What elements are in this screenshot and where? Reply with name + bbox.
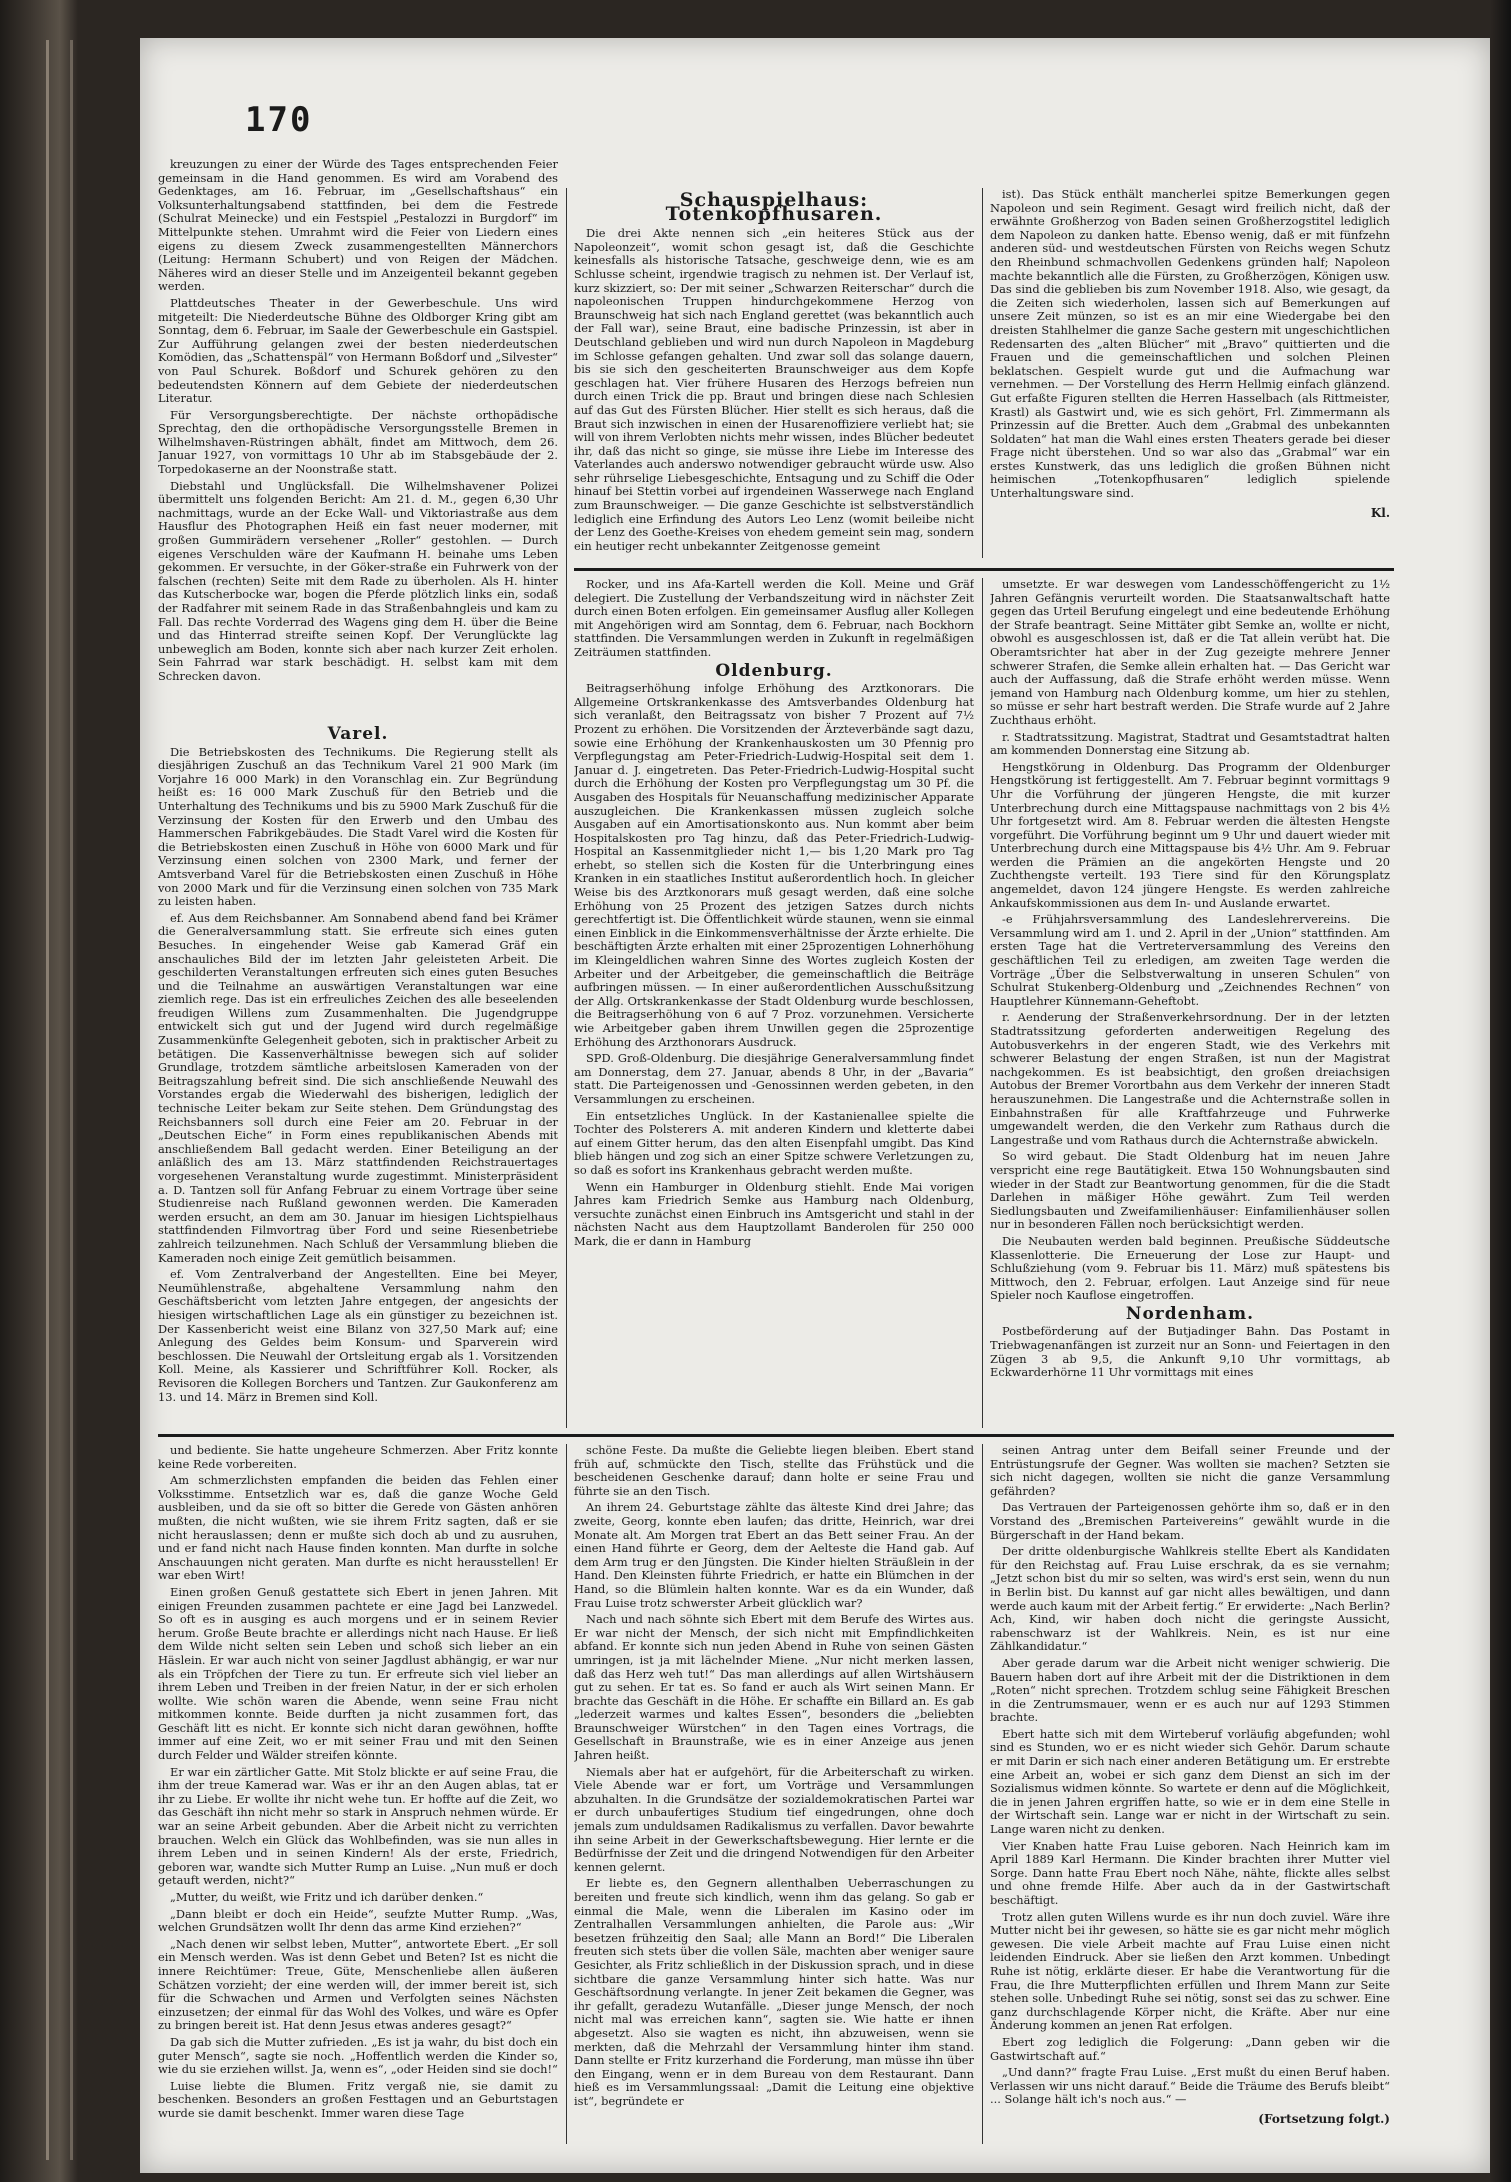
binding-edge (46, 40, 49, 2160)
article-paragraph: Er war ein zärtlicher Gatte. Mit Stolz blickte er auf seine Frau, die ihm der treue Kamerad war. Was er ihr an den Augen ablas, tat er ihr zu Liebe. Er wollte ihr nicht wehe tun. Er hoffte auf die Zeit, wo das Geschäft ihn nicht mehr so stark in Anspruch nehmen würde. Er war an seine Arbeit gebunden. Aber die Arbeit nicht zu verrichten brauchen. Welch ein Glück das Wohlbefinden, was sie nun alles in ihrem Leben und in seinen Kindern! Als der erste, Friedrich, geboren war, wandte sich Mutter Rump an Luise. „Nun muß er doch getauft werden, nicht?“ (158, 1764, 558, 1888)
feuilleton-divider (158, 1434, 1394, 1437)
article-paragraph: „Nach denen wir selbst leben, Mutter“, antwortete Ebert. „Er soll ein Mensch werden. Was ist denn Gebet und Beten? Ist es nicht die innere Reichtümer: Treue, Güte, Menschenliebe allen äußeren Schätzen vorzieht; der eine werden will, der immer bereit ist, sich für die Schwachen und Armen und Verfolgten seines Nächsten einzusetzen; der einmal für das Wohl des Volkes, und wäre es Opfer zu bringen bereit ist. Hat denn Jesus etwas anderes gesagt?“ (158, 1936, 558, 2033)
page-number: 170 (245, 100, 313, 140)
article-paragraph: Beitragserhöhung infolge Erhöhung des Arztkonorars. Die Allgemeine Ortskrankenkasse des Amtsverbandes Oldenburg hat sich veranlaßt, den Beitragssatz von bisher 7 Prozent auf 7½ Prozent zu erhöhen. Die Vorsitzenden der Ärzteverbände sagt dazu, sowie eine Erhöhung der Krankenhauskosten um 30 Pfennig pro Verpflegungstag am Peter-Friedrich-Ludwig-Hospital seit dem 1. Januar d. J. eingetreten. Das Peter-Friedrich-Ludwig-Hospital sucht durch die Erhöhung der Kosten pro Verpflegungstag um 30 Pf. die Ausgaben des Hospitals für Neuanschaffung medizinischer Apparate auszugleichen. Die Krankenkassen müssen zugleich solche Ausgaben auf ein Amortisationskonto aus. Nun kommt aber beim Hospitalskosten pro Tag hinzu, daß das Peter-Friedrich-Ludwig-Hospital an Kassenmitglieder nicht 1,— bis 1,20 Mark pro Tag erhebt, so stellen sich die Kosten für die Unterbringung eines Kranken in ein staatliches Institut außerordentlich hoch. In gleicher Weise bis des Arztkonorars muß gesagt werden, daß eine solche Erhöhung von 25 Prozent des jetzigen Satzes durch nichts gerechtfertigt ist. Die Öffentlichkeit würde staunen, wenn sie einmal einen Einblick in die Einkommensverhältnisse der Ärzte erhielte. Die beschäftigten Ärzte erhalten mit einer 25prozentigen Lohnerhöhung im Kleingeldlichen wahren Sinne des Wortes zugleich Kosten der Arbeiter und der Arbeitgeber, die gemeinschaftlich die Beiträge aufbringen müssen. — In einer außerordentlichen Ausschußsitzung der Allg. Ortskrankenkasse der Stadt Oldenburg wurde beschlossen, die Beitragserhöhung von 6 auf 7 Proz. vorzunehmen. Versicherte wie Arbeitgeber gaben ihrem Unwillen gegen die 25prozentige Erhöhung des Arzthonorars Ausdruck. (574, 681, 974, 1049)
theater-review-heading: Schauspielhaus: Totenkopfhusaren. (665, 189, 883, 225)
article-paragraph: Da gab sich die Mutter zufrieden. „Es ist ja wahr, du bist doch ein guter Mensch“, sagte sie noch. „Hoffentlich werden die Kinder so, wie du sie erziehen willst. Ja, wenn es“, „oder Heiden sind sie doch!“ (158, 2034, 558, 2077)
continued-note: (Fortsetzung folgt.) (1258, 2111, 1390, 2126)
article-paragraph: r. Aenderung der Straßenverkehrsordnung. Der in der letzten Stadtratssitzung geforderten anderweitigen Regelung des Autobusverkehrs in der engeren Stadt, wie des Verkehrs mit schwerer Belastung der engen Straßen, ist nun der Magistrat nachgekommen. Es ist beabsichtigt, den großen dreiachsigen Autobus der Bremer Vorortbahn aus dem Verkehr der inneren Stadt herauszunehmen. Die Langestraße und die Achternstraße sollen in Einbahnstraßen für alle Kraftfahrzeuge und Fuhrwerke umgewandelt werden, die den Verkehr zum Rathaus durch die Langestraße und vom Rathaus durch die Achternstraße abwickeln. (990, 1010, 1390, 1147)
oldenburg-section (574, 578, 974, 1428)
feuilleton-column-3 (990, 1444, 1390, 2144)
column-divider (566, 1444, 567, 2144)
article-paragraph: Die Betriebskosten des Technikums. Die Regierung stellt als diesjährigen Zuschuß an das Technikum Varel 21 900 Mark (im Vorjahre 16 000 Mark) in den Voranschlag ein. Zur Begründung heißt es: 16 000 Mark Zuschuß für den Betrieb und die Unterhaltung des Technikums und bis zu 5900 Mark Zuschuß für die Verzinsung der Kosten für den Erwerb und den Umbau des Hammerschen Fabrikgebäudes. Die Stadt Varel wird die Kosten für die Betriebskosten einen Zuschuß in Höhe von 6000 Mark und für Verzinsung einen solchen von 2300 Mark, und ferner der Amtsverband Varel für die Betriebskosten einen Zuschuß in Höhe von 2000 Mark und für die Verzinsung einen solchen von 735 Mark zu leisten haben. (158, 744, 558, 909)
article-paragraph: Der dritte oldenburgische Wahlkreis stellte Ebert als Kandidaten für den Reichstag auf. Frau Luise erschrak, da es sie vernahm; „Jetzt schon bist du mir so selten, was wird's erst sein, wenn du nun in Berlin bist. Du kannst auf gar nicht alles bewältigen, und dann werde auch kaum mit der Arbeit fertig.“ Er erwiderte: „Nach Berlin? Ach, Kind, wir haben doch nicht die geringste Aussicht, rabenschwarz ist der Wahlkreis. Nein, es ist nur eine Zählkandidatur.“ (990, 1544, 1390, 1654)
article-paragraph: Rocker, und ins Afa-Kartell werden die Koll. Meine und Gräf delegiert. Die Zustellung der Verbandszeitung wird in nächster Zeit durch einen Boten erfolgen. Ein gemeinsamer Ausflug aller Kollegen mit Angehörigen wird am Sonntag, dem 6. Februar, nach Bockhorn stattfinden. Die Versammlungen werden in Zukunft in regelmäßigen Zeiträumen stattfinden. (574, 578, 974, 659)
article-paragraph: „Mutter, du weißt, wie Fritz und ich darüber denken.“ (170, 1890, 484, 1904)
article-paragraph: „Dann bleibt er doch ein Heide“, seufzte Mutter Rump. „Was, welchen Grundsätzen wollt Ihr denn das arme Kind erziehen?“ (158, 1906, 558, 1935)
article-paragraph: Die drei Akte nennen sich „ein heiteres Stück aus der Napoleonzeit“, womit schon gesagt ist, daß die Geschichte keinesfalls als historische Tatsache, geschweige denn, wie es am Schlusse scheint, irgendwie tragisch zu nehmen ist. Der Verlauf ist, kurz skizziert, so: Der mit seiner „Schwarzen Reiterschar“ durch die napoleonischen Truppen hindurchgekommene Herzog von Braunschweig hat sich nach England gerettet (was bekanntlich auch der Fall war), seine Braut, eine badische Prinzessin, ist aber in Deutschland geblieben und wird nun durch Napoleon in Magdeburg im Schlosse gefangen gehalten. Und zwar soll das solange dauern, bis sie sich den gescheiterten Braunschweiger aus dem Kopfe geschlagen hat. Vier frühere Husaren des Herzogs befreien nun durch einen Trick die pp. Braut und bringen diese nach Schlesien auf das Gut des Fürsten Blücher. Hier stellt es sich heraus, daß die Braut sich inzwischen in einen der Husarenoffiziere verliebt hat; sie will von ihrem Verlobten nichts mehr wissen, indes Blücher bedeutet ihr, daß das nicht so ginge, sie müsse ihre Liebe im Interesse des Vaterlandes auch anderswo notwendiger gebraucht würde usw. Also sehr rührselige Liebesgeschichte, Entsagung und zu Schiff die Oder hinauf bei Stettin vorbei auf irgendeinen Wasserwege nach England zum Braunschweiger. — Die ganze Geschichte ist selbstverständlich lediglich eine Erfindung des Autors Leo Lenz (womit beileibe nicht der Lenz des Goethe-Kreises von ehedem gemeint sein mag, sondern ein heutiger recht unbekannter Zeitgenosse gemeint (574, 226, 974, 553)
article-paragraph: und bediente. Sie hatte ungeheure Schmerzen. Aber Fritz konnte keine Rede vorbereiten. (158, 1444, 558, 1471)
feuilleton-column-1 (158, 1444, 558, 2144)
theater-review-continued (990, 188, 1390, 558)
article-paragraph: Einen großen Genuß gestattete sich Ebert in jenen Jahren. Mit einigen Freunden zusammen pachtete er eine Jagd bei Lanzwedel. So oft es in ausging es auch morgens und er in seinem Revier herum. Große Beute brachte er allerdings nicht nach Hause. Er ließ dem Wilde nicht selten sein Leben und schoß sich lieber an ein Häslein. Er war auch nicht von seiner Jagdlust abhängig, er war nur als ein Tröpfchen der Tiere zu tun. Er erfreute sich viel lieber an ihrem Leben und Treiben in der freien Natur, in der er sich erholen wollte. Wie schön waren die Abende, wenn seine Frau nicht mitkommen konnte. Beide durften ja nicht zusammen fort, das Geschäft litt es nicht. Er konnte sich nicht daran gewöhnen, hoffte immer auf eine Zeit, wo er mit seiner Frau und mit den Seinen durch Felder und Wälder streifen könnte. (158, 1584, 558, 1763)
article-paragraph: Das Vertrauen der Parteigenossen gehörte ihm so, daß er in den Vorstand des „Bremischen Parteivereins“ gewählt wurde in die Bürgerschaft in der Hand bekam. (990, 1500, 1390, 1542)
oldenburg-heading: Oldenburg. (715, 660, 833, 681)
article-paragraph: „Und dann?“ fragte Frau Luise. „Erst mußt du einen Beruf haben. Verlassen wir uns nicht darauf.“ Beide die Träume des Berufs bleibt“ ... Solange hält ich's noch aus.“ — (990, 2065, 1390, 2107)
article-paragraph: Ebert zog lediglich die Folgerung: „Dann geben wir die Gastwirtschaft auf.“ (990, 2034, 1390, 2063)
theater-review (574, 188, 974, 558)
article-paragraph: Luise liebte die Blumen. Fritz vergaß nie, sie damit zu beschenken. Besonders an großen Festtagen und an Geburtstagen wurde sie damit beschenkt. Immer waren diese Tage (158, 2078, 558, 2120)
article-paragraph: ef. Aus dem Reichsbanner. Am Sonnabend abend fand bei Krämer die Generalversammlung statt. Sie erfreute sich eines guten Besuches. In eingehender Weise gab Kamerad Gräf ein anschauliches Bild der im letzten Jahr geleisteten Arbeit. Die geschilderten Veranstaltungen erfreuten sich eines guten Besuches und die Teilnahme an auswärtigen Veranstaltungen war eine ziemlich rege. Das ist ein erfreuliches Zeichen des alle beseelenden freudigen Willens zum Zusammenhalten. Die Jugendgruppe entwickelt sich gut und der Jugend wird durch regelmäßige Zusammenkünfte Gelegenheit geboten, sich in praktischer Arbeit zu betätigen. Die Kassenverhältnisse bewegen sich auf solider Grundlage, trotzdem sämtliche arbeitslosen Kameraden von der Beitragszahlung befreit sind. Die sich anschließende Neuwahl des Vorstandes ergab die Wiederwahl des bisherigen, lediglich der technische Leiter bekam zur Seite stehen. Dem Gründungstag des Reichsbanners soll durch eine Feier am 20. Februar in der „Deutschen Eiche“ in Form eines republikanischen Abends mit anschließendem Ball gedacht werden. Einer Beteiligung an der anläßlich des am 13. März stattfindenden Reichstrauertages vorgesehenen Veranstaltung wurde zugestimmt. Ministerpräsident a. D. Tantzen soll für Anfang Februar zu einem Vortrage über seine Studienreise nach Rußland gewonnen werden. Die Kameraden werden ersucht, an dem am 30. Januar im hiesigen Lichtspielhaus stattfindenden Filmvortrag über Ford und seine Riesenbetriebe zahlreich teilzunehmen. Nach Schluß der Versammlung blieben die Kameraden noch einige Zeit gemütlich beisammen. (158, 910, 558, 1265)
newspaper-page (140, 38, 1490, 2173)
oldenburg-section-continued (990, 578, 1390, 1428)
article-paragraph: umsetzte. Er war deswegen vom Landesschöffengericht zu 1½ Jahren Gefängnis verurteilt worden. Die Staatsanwaltschaft hatte gegen das Urteil Berufung eingelegt und eine bedeutende Erhöhung der Strafe beantragt. Seine Mittäter gibt Semke an, wollte er nicht, obwohl es ausgeschlossen ist, daß er die Tat allein verübt hat. Die Oberamtsrichter hat aber in der Zug gezeigte mehrere Jenner schwerer Strafen, die Semke allein erhalten hat. — Das Gericht war auch der Auffassung, daß die Strafe erhöht werden müsse. Wenn jemand von Hamburg nach Oldenburg komme, um hier zu stehlen, so müsse er sehr hart bestraft werden. Die Strafe wurde auf 2 Jahre Zuchthaus erhöht. (990, 578, 1390, 727)
article-paragraph: Diebstahl und Unglücksfall. Die Wilhelmshavener Polizei übermittelt uns folgenden Bericht: Am 21. d. M., gegen 6,30 Uhr nachmittags, wurde an der Ecke Wall- und Viktoriastraße aus dem Hausflur des Photographen Heiß ein fast neuer moderner, mit großen Gummirädern versehener „Roller“ gestohlen. — Durch eigenes Verschulden wäre der Kaufmann H. beinahe ums Leben gekommen. Er versuchte, in der Göker-straße ein Fuhrwerk von der falschen (rechten) Seite mit dem Rade zu überholen. Als H. hinter das Kutscherbocke war, bogen die Pferde plötzlich links ein, sodaß der Radfahrer mit seinem Rade in das Straßenbahngleis und kam zu Fall. Das rechte Vorderrad des Wagens ging dem H. über die Beine und das Hinterrad streifte seinen Kopf. Der Verunglückte lag unbeweglich am Boden, konnte sich aber nach kurzer Zeit erholen. Sein Fahrrad war stark beschädigt. H. selbst kam mit dem Schrecken davon. (158, 478, 558, 683)
column-divider (982, 188, 983, 558)
column-1-top (158, 158, 558, 718)
column-divider (566, 188, 567, 1428)
article-paragraph: Wenn ein Hamburger in Oldenburg stiehlt. Ende Mai vorigen Jahres kam Friedrich Semke aus Hamburg nach Oldenburg, versuchte zunächst einen Einbruch ins Amtsgericht und stahl in der nächsten Nacht aus dem Hauptzollamt Banderolen für 250 000 Mark, die er dann in Hamburg (574, 1179, 974, 1248)
article-paragraph: -e Frühjahrsversammlung des Landeslehrervereins. Die Versammlung wird am 1. und 2. April in der „Union“ stattfinden. Am ersten Tage hat die Vertreterversammlung des Vereins den geschäftlichen Teil zu erledigen, am zweiten Tage werden die Vorträge „Über die Selbstverwaltung in unseren Schulen“ von Schulrat Stukenberg-Oldenburg und „Zeichnendes Rechnen“ von Hauptlehrer Künnemann-Geheftobt. (990, 912, 1390, 1008)
article-paragraph: Nach und nach söhnte sich Ebert mit dem Berufe des Wirtes aus. Er war nicht der Mensch, der sich nicht mit Empfindlichkeiten abfand. Er konnte sich nun jeden Abend in Ruhe von seinen Gästen umringen, ist ja mit lächelnder Miene. „Nur nicht merken lassen, daß das Herz weh tut!“ Das man allerdings auf allen Wirtshäusern gut zu sehen. Er tat es. So fand er auch als Wirt seinen Mann. Er brachte das Geschäft in die Höhe. Er schaffte ein Billard an. Es gab „lederzeit warmes und kaltes Essen“, besonders die „beliebten Braunschweiger Würstchen“ in den Tagen eines Vortrags, die Gesellschaft in Braunstraße, wie es in einer Anzeige aus jenen Jahren heißt. (574, 1612, 974, 1763)
article-paragraph: So wird gebaut. Die Stadt Oldenburg hat im neuen Jahre verspricht eine rege Bautätigkeit. Etwa 150 Wohnungsbauten sind wieder in der Stadt zur Beantwortung genommen, für die die Stadt Darlehen in mäßiger Höhe gewährt. Zum Teil werden Siedlungsbauten und Zweifamilienhäuser: Einfamilienhäuser sollen nur in besonderen Fällen noch berücksichtigt werden. (990, 1149, 1390, 1232)
article-paragraph: Postbeförderung auf der Butjadinger Bahn. Das Postamt in Triebwagenanfängen ist zurzeit nur an Sonn- und Feiertagen in den Zügen 3 ab 9,5, die Ankunft 9,10 Uhr vormittags, ab Eckwarderhörne 11 Uhr vormittags mit eines (990, 1324, 1390, 1380)
article-paragraph: seinen Antrag unter dem Beifall seiner Freunde und der Entrüstungsrufe der Gegner. Was wollten sie machen? Setzten sie sich nicht dagegen, wollten sie nicht die ganze Versammlung gefährden? (990, 1444, 1390, 1498)
article-paragraph: Plattdeutsches Theater in der Gewerbeschule. Uns wird mitgeteilt: Die Niederdeutsche Bühne des Oldborger Kring gibt am Sonntag, dem 6. Februar, im Saale der Gewerbeschule ein Gastspiel. Zur Aufführung gelangen zwei der besten niederdeutschen Komödien, das „Schattenspäl“ von Hermann Boßdorf und „Silvester“ von Paul Schurek. Boßdorf und Schurek gehören zu den bedeutendsten Könnern auf dem Gebiete der niederdeutschen Literatur. (158, 295, 558, 406)
article-paragraph: Für Versorgungsberechtigte. Der nächste orthopädische Sprechtag, den die orthopädische Versorgungsstelle Bremen in Wilhelmshaven-Rüstringen abhält, findet am Mittwoch, dem 26. Januar 1927, von vormittags 10 Uhr ab im Stabsgebäude der 2. Torpedokaserne an der Noonstraße statt. (158, 407, 558, 477)
article-paragraph: kreuzungen zu einer der Würde des Tages entsprechenden Feier gemeinsam in die Hand genommen. Es wird am Vorabend des Gedenktages, am 16. Februar, im „Gesellschaftshaus“ ein Volksunterhaltungsabend stattfinden, bei dem die Festrede (Schulrat Meinecke) und ein Festspiel „Pestalozzi in Burgdorf“ im Mittelpunkte stehen. Umrahmt wird die Feier von Liedern eines eigens zu diesem Zweck zusammengestellten Männerchors (Leitung: Hermann Schubert) und von Reigen der Mädchen. Näheres wird an dieser Stelle und im Anzeigenteil bekannt gegeben werden. (158, 158, 558, 294)
varel-heading: Varel. (327, 724, 389, 744)
article-paragraph: Trotz allen guten Willens wurde es ihr nun doch zuviel. Wäre ihre Mutter nicht bei ihr gewesen, so hätte sie es gar nicht mehr möglich gewesen. Die viele Arbeit machte auf Frau Luise einen nicht leidenden Eindruck. Aber sie ließen den Arzt kommen. Unbedingt Ruhe ist nötig, erklärte dieser. Er habe die Verantwortung für die Frau, die Ihre Mutterpflichten erfüllen und Ihrem Mann zur Seite stehen solle. Unbedingt Ruhe sei nötig, sonst sei das zu schwer. Eine ganz durchschlagende Körper nicht, die Kräfte. Aber nur eine Änderung kommen an jenen Rat erfolgen. (990, 1909, 1390, 2033)
section-divider (574, 568, 1394, 571)
article-paragraph: Hengstkörung in Oldenburg. Das Programm der Oldenburger Hengstkörung ist fertiggestellt. Am 7. Februar beginnt vormittags 9 Uhr die Vorführung der jüngeren Hengste, die mit kurzer Unterbrechung durch eine Mittagspause nachmittags von 2 bis 4½ Uhr fortgesetzt wird. Am 8. Februar werden die ältesten Hengste vorgeführt. Die Vorführung beginnt um 9 Uhr und dauert wieder mit Unterbrechung durch eine Mittagspause bis 4½ Uhr. Am 9. Februar werden die Prämien an die angekörten Hengste und 20 Zuchthengste verteilt. 193 Tiere sind für den Körungsplatz angemeldet, davon 124 jüngere Hengste. Es werden zahlreiche Ankaufskommissionen aus dem In- und Auslande erwartet. (990, 759, 1390, 910)
varel-section (158, 723, 558, 1428)
article-paragraph: schöne Feste. Da mußte die Geliebte liegen bleiben. Ebert stand früh auf, schmückte den Tisch, stellte das Frühstück und die bescheidenen Geschenke darauf; dann holte er seine Frau und führte sie an den Tisch. (574, 1444, 974, 1498)
article-paragraph: An ihrem 24. Geburtstage zählte das älteste Kind drei Jahre; das zweite, Georg, konnte eben laufen; das dritte, Heinrich, war drei Monate alt. Am Morgen trat Ebert an das Bett seiner Frau. An der einen Hand führte er Georg, dem der Aelteste die Hand gab. Auf dem Arm trug er den Jüngsten. Die Kinder hielten Sträußlein in der Hand. Den Kleinsten führte Friedrich, er hatte ein Blümchen in der Hand, so die Blümlein halten konnte. War es da ein Wunder, daß Frau Luise trotz schwerster Arbeit glücklich war? (574, 1500, 974, 1610)
article-paragraph: Vier Knaben hatte Frau Luise geboren. Nach Heinrich kam im April 1889 Karl Hermann. Die Kinder brachten ihrer Mutter viel Sorge. Dann hatte Frau Ebert noch Nähe, nähte, flickte alles selbst und ohne fremde Hilfe. Aber auch da in der Gastwirtschaft beschäftigt. (990, 1838, 1390, 1907)
article-paragraph: Die Neubauten werden bald beginnen. Preußische Süddeutsche Klassenlotterie. Die Erneuerung der Lose zur Haupt- und Schlußziehung (vom 9. Februar bis 11. März) muß spätestens bis Mittwoch, den 2. Februar, erfolgen. Laut Anzeige sind für neue Spieler noch Kauflose eingetroffen. (990, 1233, 1390, 1303)
article-paragraph: Ebert hatte sich mit dem Wirteberuf vorläufig abgefunden; wohl sind es Stunden, wo er es nicht wieder sich Gehör. Darum schaute er mit Darin er sich nach einer anderen Betätigung um. Er erstrebte eine Arbeit an, wobei er sich ganz dem Dienst an sich im der Sozialismus widmen könnte. So wartete er denn auf die Möglichkeit, die in jenen Jahren ergriffen hatte, so wie er in dem eine Stelle in der Wirtschaft sein. Lange war er nicht in der Wirtschaft zu sein. Lange waren nicht zu denken. (990, 1726, 1390, 1837)
column-divider (982, 1444, 983, 2144)
column-divider (982, 578, 983, 1428)
article-paragraph: Niemals aber hat er aufgehört, für die Arbeiterschaft zu wirken. Viele Abende war er fort, um Vorträge und Versammlungen abzuhalten. In die Grundsätze der sozialdemokratischen Partei war er durch unbaufertiges Studium tief eingedrungen, ohne doch jemals zum unduldsamen Radikalismus zu verfallen. Davor bewahrte ihn seine Arbeit in der Gewerkschaftsbewegung. Hier lernte er die Bedürfnisse der Zeit und die dringend Notwendigen für den Arbeiter kennen gelernt. (574, 1764, 974, 1874)
article-paragraph: ist). Das Stück enthält mancherlei spitze Bemerkungen gegen Napoleon und sein Regiment. Gesagt wird freilich nicht, daß der erwähnte Großherzog von Baden seinen Großherzogstitel lediglich dem Napoleon zu danken hatte. Ebenso wenig, daß er mit fünfzehn anderen süd- und westdeutschen Fürsten von Reichs wegen Schutz den Rheinbund schmachvollen Gedenkens gründen half; Napoleon machte bekanntlich alle die Fürsten, zu Großherzögen, Königen usw. Das sind die geblieben bis zum November 1918. Also, wie gesagt, da die Zeiten sich wiederholen, lassen sich auf Bemerkungen auf unsere Zeit münzen, so ist es an mir eine Wiedergabe bei den dreisten Stahlhelmer die ganze Sache gestern mit ungeschichtlichen Redensarten des „alten Blücher“ mit „Bravo“ quittierten und die Frauen und die gemeinschaftlichen und solchen Pleinen beklatschen. Gespielt wurde gut und die Aufmachung war vernehmen. — Der Vorstellung des Herrn Hellmig einfach glänzend. Gut erfaßte Figuren stellten die Herren Hasselbach (als Rittmeister, Krastl) als Gastwirt und, wie es sich gehört, Frl. Zimmermann als Prinzessin auf die Bretter. Auch dem „Grabmal des unbekannten Soldaten“ hat man die Wahl eines ersten Theaters gerade bei dieser Frage nicht überstehen. Und so war also das „Grabmal“ war ein erstes Kunstwerk, das uns lediglich die großen Bühnen nicht heimischen „Totenkopfhusaren“ lediglich spielende Unterhaltungsware sind. (990, 188, 1390, 501)
article-paragraph: r. Stadtratssitzung. Magistrat, Stadtrat und Gesamtstadtrat halten am kommenden Donnerstag eine Sitzung ab. (990, 729, 1390, 758)
article-paragraph: Am schmerzlichsten empfanden die beiden das Fehlen einer Volksstimme. Entsetzlich war es, daß die ganze Woche Geld ausbleiben, und da sie oft so bitter die Gerede von Gästen anhören mußten, die nicht wußten, wie sie ihrem Fritz sagten, daß er sie nicht herauslassen; denn er mußte sich doch ab und zu ausruhen, und er fand nicht nach Hause finden konnten. Man durfte in solche Anschauungen nicht geraten. Man durfte es nicht herausstellen! Er war eben Wirt! (158, 1473, 558, 1583)
review-signature: Kl. (1370, 505, 1390, 520)
article-paragraph: Ein entsetzliches Unglück. In der Kastanienallee spielte die Tochter des Polsterers A. mit anderen Kindern und kletterte dabei auf einem Gitter herum, das den alten Eisenpfahl umgibt. Das Kind blieb hängen und zog sich an einer Spitze schwere Verletzungen zu, so daß es sofort ins Krankenhaus gebracht werden mußte. (574, 1108, 974, 1177)
feuilleton-column-2 (574, 1444, 974, 2144)
article-paragraph: SPD. Groß-Oldenburg. Die diesjährige Generalversammlung findet am Donnerstag, dem 27. Januar, abends 8 Uhr, in der „Bavaria“ statt. Die Parteigenossen und -Genossinnen werden gebeten, in den Versammlungen zu erscheinen. (574, 1051, 974, 1106)
article-paragraph: Aber gerade darum war die Arbeit nicht weniger schwierig. Die Bauern haben dort auf ihre Arbeit mit der die Distriktionen in dem „Roten“ nicht sprechen. Trotzdem schlug seine Fähigkeit Breschen in die Zentrumsmauer, wenn er es auch nur auf 1293 Stimmen brachte. (990, 1655, 1390, 1725)
article-paragraph: Er liebte es, den Gegnern allenthalben Ueberraschungen zu bereiten und freute sich kindlich, wenn ihm das gelang. So gab er einmal die Male, wenn die Liberalen im Kasino oder im Zentralhallen Versammlungen anhielten, die Parole aus: „Wir besetzen frühzeitig den Saal; alle Mann an Bord!“ Die Liberalen freuten sich stets über die vollen Säle, machten aber weniger saure Gesichter, als Fritz schließlich in der Diskussion sprach, und in diese sichtbare die ganze Versammlung hinter sich hatte. Was nur Geschäftsordnung verlangte. In jener Zeit bekamen die Gegner, was ihr gefallt, geradezu Wutanfälle. „Dieser junge Mensch, der noch nicht mal was erreichen kann“, sagten sie. Wie hatte er ihnen abgesetzt. Also sie wagten es nicht, ihn abzuweisen, wenn sie merkten, daß die Mehrzahl der Versammlung hinter ihm stand. Dann stellte er Fritz kurzerhand die Forderung, man müsse ihn über den Eingang, wenn er in dem Bureau von dem Restaurant. Dann hieß es im Versammlungssaal: „Damit die Leitung eine objektive ist“, begründete er (574, 1876, 974, 2108)
binding-edge (70, 40, 73, 2160)
article-paragraph: ef. Vom Zentralverband der Angestellten. Eine bei Meyer, Neumühlenstraße, abgehaltene Versammlung nahm den Geschäftsbericht vom letzten Jahre entgegen, der angesichts der hiesigen wirtschaftlichen Lage als ein günstiger zu bezeichnen ist. Der Kassenbericht weist eine Bilanz von 327,50 Mark auf; eine Anlegung des Geldes beim Konsum- und Sparverein wird beschlossen. Die Neuwahl der Ortsleitung ergab als 1. Vorsitzenden Koll. Meine, als Kassierer und Schriftführer Koll. Rocker, als Revisoren die Kollegen Borchers und Tantzen. Zur Gaukonferenz am 13. und 14. März in Bremen sind Koll. (158, 1267, 558, 1404)
nordenham-heading: Nordenham. (1125, 1303, 1255, 1324)
